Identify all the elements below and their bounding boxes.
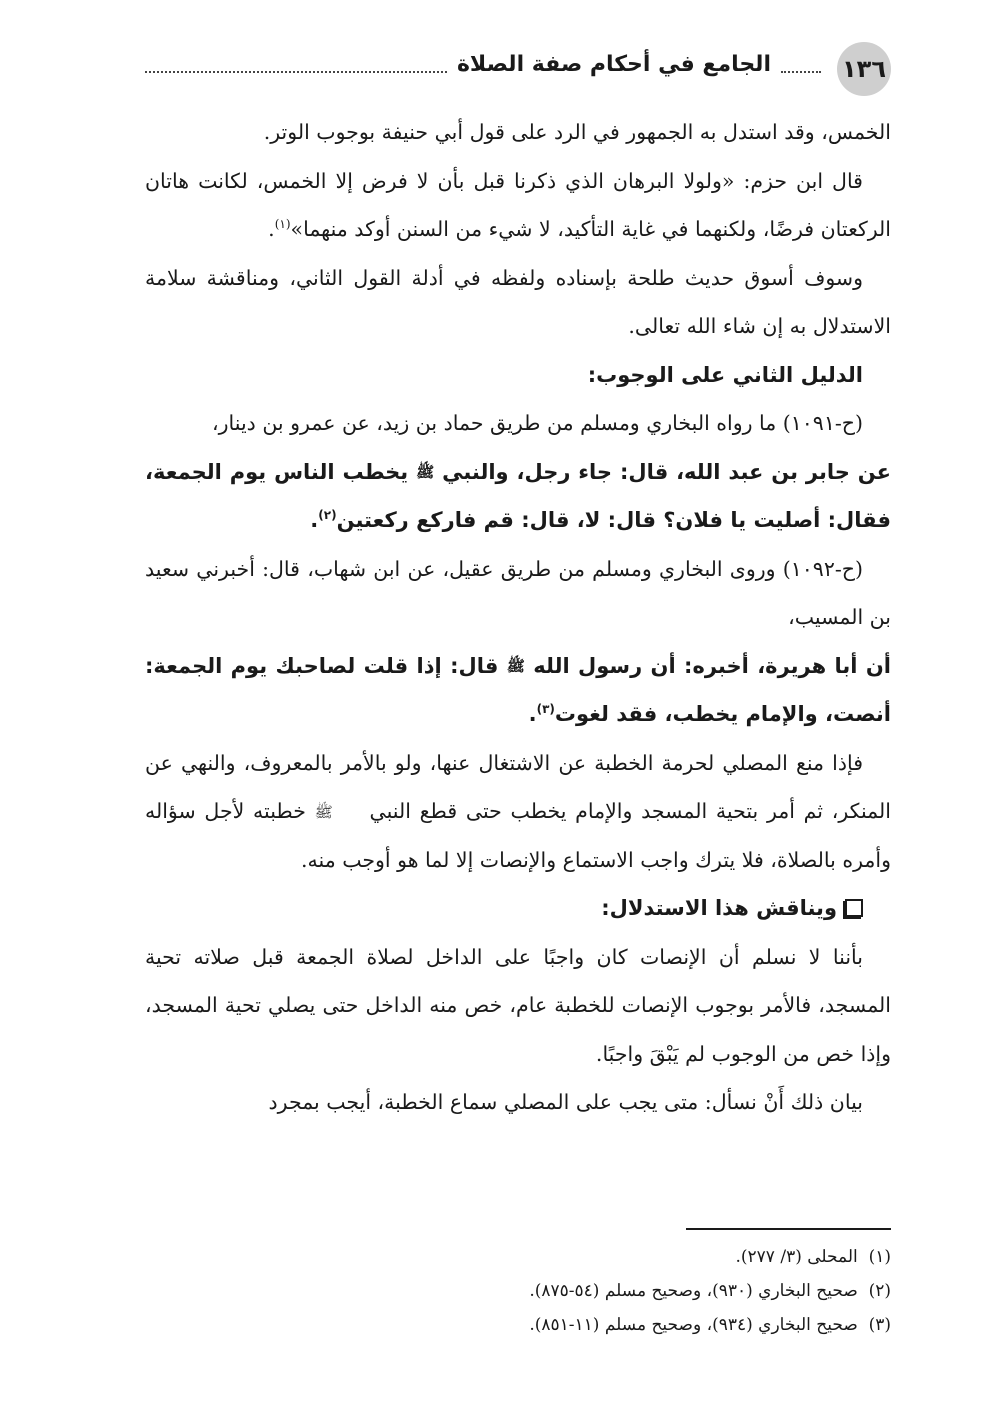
paragraph-part: خطبته لأجل سؤاله وأمره بالصلاة، فلا يترك واجب الاستماع والإنصات إلا لما هو أوجب منه. bbox=[145, 799, 891, 872]
footnote-number: (١) bbox=[868, 1247, 891, 1267]
footnote-number: (٣) bbox=[868, 1315, 891, 1335]
section-heading bbox=[145, 884, 891, 933]
paragraph: بأننا لا نسلم أن الإنصات كان واجبًا على الداخل لصلاة الجمعة قبل صلاته تحية المسجد، فالأمر بوجوب الإنصات للخطبة عام، خص منه الداخل حتى يصلي تحية المسجد، وإذا خص من الوجوب لم يَبْقَ واجبًا. bbox=[145, 944, 891, 1066]
salutation-icon: ﷺ bbox=[416, 463, 435, 481]
hadith-text-part: يخطب الناس يوم الجمعة، فقال: أصليت يا فلان؟ قال: لا، قال: قم فاركع ركعتين bbox=[145, 459, 891, 532]
paragraph: بيان ذلك أَنْ نسأل: متى يجب على المصلي سماع الخطبة، أيجب بمجرد bbox=[268, 1090, 863, 1114]
footnote-text: صحيح البخاري (٩٣٤)، وصحيح مسلم (١١-٨٥١). bbox=[529, 1315, 858, 1335]
hadith-text: عن جابر بن عبد الله، قال: جاء رجل، والنبي ﷺ يخطب الناس يوم الجمعة، فقال: أصليت يا فلان؟ قال: لا، قال: قم فاركع ركعتين$^{(٢)}$. bbox=[145, 459, 892, 532]
footnote-number: (٢) bbox=[868, 1281, 891, 1301]
hadith-text-part: قال: إذا قلت لصاحبك يوم الجمعة: أنصت، والإمام يخطب، فقد لغوت bbox=[145, 653, 891, 726]
footnote-ref: (٣) bbox=[536, 702, 555, 716]
footnote-ref: (١) bbox=[274, 217, 291, 232]
running-header bbox=[145, 52, 821, 77]
paragraph-part: فإذا منع المصلي لحرمة الخطبة عن الاشتغال عنها، ولو بالأمر بالمعروف، والنهي عن المنكر، ثم أمر بتحية المسجد والإمام يخطب حتى قطع النبي bbox=[145, 750, 891, 823]
page-header bbox=[145, 42, 891, 102]
footnote-ref: (٢) bbox=[318, 508, 337, 522]
page bbox=[145, 42, 892, 1335]
paragraph: وسوف أسوق حديث طلحة بإسناده ولفظه في أدلة القول الثاني، ومناقشة سلامة الاستدلال به إن شاء الله تعالى. bbox=[145, 265, 891, 338]
book-title: الجامع في أحكام صفة الصلاة bbox=[456, 52, 771, 77]
footnote-text: المحلى (٣/ ٢٧٧). bbox=[735, 1247, 858, 1267]
footnote-divider bbox=[686, 1228, 891, 1230]
checkbox-icon bbox=[845, 899, 863, 917]
footnote bbox=[145, 1240, 891, 1274]
footnote bbox=[145, 1308, 891, 1342]
header-dots-left bbox=[145, 57, 447, 73]
main-text bbox=[145, 108, 891, 1127]
page-number: ١٣٦ bbox=[837, 42, 891, 96]
hadith-intro: (ح-١٠٩٢) وروى البخاري ومسلم من طريق عقيل، عن ابن شهاب، قال: أخبرني سعيد بن المسيب، bbox=[145, 556, 891, 629]
paragraph: قال ابن حزم: «ولولا البرهان الذي ذكرنا قبل بأن لا فرض إلا الخمس، لكانت هاتان الركعتان فرضًا، ولكنهما في غاية التأكيد، لا شيء من السنن أوكد منهما»$^{(١)}$. bbox=[145, 168, 891, 241]
footnote-text: صحيح البخاري (٩٣٠)، وصحيح مسلم (٥٤-٨٧٥). bbox=[529, 1281, 858, 1301]
footnote bbox=[145, 1274, 891, 1308]
heading-label: ويناقش هذا الاستدلال: bbox=[601, 896, 837, 920]
quote-ibn-hazm: قال ابن حزم: «ولولا البرهان الذي ذكرنا قبل بأن لا فرض إلا الخمس، لكانت هاتان الركعتان فرضًا، ولكنهما في غاية التأكيد، لا شيء من السنن أوكد منهما» bbox=[145, 168, 891, 241]
paragraph: الخمس، وقد استدل به الجمهور في الرد على قول أبي حنيفة بوجوب الوتر. bbox=[263, 120, 891, 144]
hadith-text: أن أبا هريرة، أخبره: أن رسول الله ﷺ قال: إذا قلت لصاحبك يوم الجمعة: أنصت، والإمام يخطب، فقد لغوت$^{(٣)}$. bbox=[145, 653, 892, 726]
salutation-icon: ﷺ bbox=[506, 657, 525, 675]
footnotes bbox=[145, 1240, 891, 1342]
hadith-text-part: عن جابر بن عبد الله، قال: جاء رجل، والنبي bbox=[442, 459, 892, 484]
paragraph bbox=[145, 739, 891, 885]
hadith-intro: (ح-١٠٩١) ما رواه البخاري ومسلم من طريق حماد بن زيد، عن عمرو بن دينار، bbox=[212, 411, 863, 435]
salutation-icon: ﷺ bbox=[314, 803, 333, 821]
hadith-text-part: أن أبا هريرة، أخبره: أن رسول الله bbox=[533, 653, 892, 678]
header-dots-right bbox=[781, 57, 821, 73]
section-heading: الدليل الثاني على الوجوب: bbox=[587, 362, 863, 387]
